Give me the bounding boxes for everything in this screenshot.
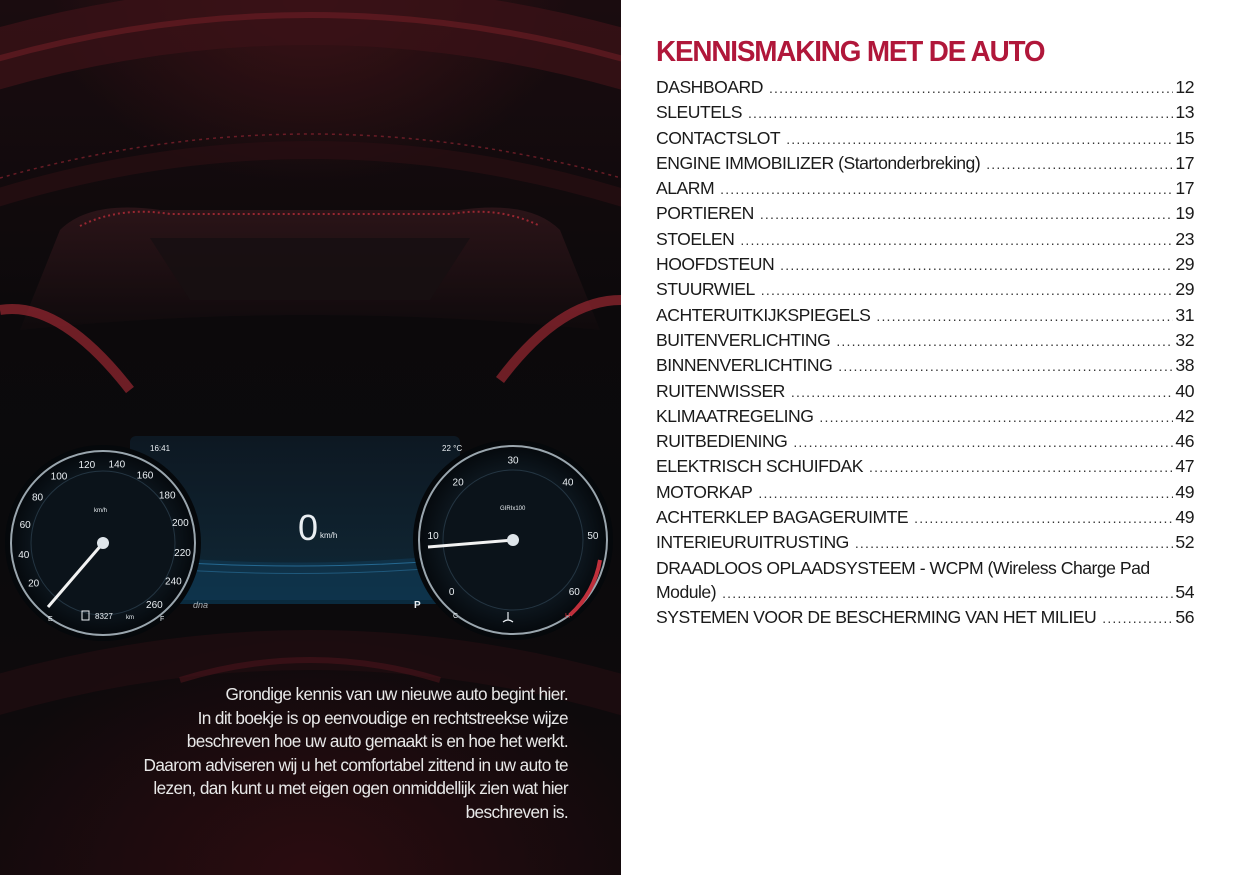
gauge-tick-label: 0 — [448, 586, 455, 598]
toc-entry-contactslot[interactable] — [656, 126, 1194, 151]
intro-line: Daarom adviseren wij u het comfortabel zittend in uw auto te — [143, 754, 568, 775]
cluster-speed-unit: km/h — [320, 531, 338, 540]
toc-entry-interieuruitrusting[interactable] — [656, 530, 1194, 555]
toc-entry-page: 49 — [1175, 481, 1194, 502]
toc-entry-label: DASHBOARD — [656, 77, 763, 97]
toc-entry-label: ENGINE IMMOBILIZER (Startonderbreking) — [656, 152, 981, 173]
dot-leader — [793, 430, 1173, 454]
dot-leader — [838, 354, 1173, 378]
toc-entry-ruitenwisser[interactable] — [656, 379, 1194, 404]
toc-entry-label: SLEUTELS — [656, 102, 742, 123]
toc-entry-page: 56 — [1175, 607, 1194, 628]
dot-leader — [722, 581, 1173, 605]
toc-entry-page: 54 — [1175, 581, 1194, 602]
gauge-tick-label: 220 — [174, 547, 191, 559]
gauge-tick-label: 40 — [18, 550, 30, 562]
gauge-tick-label: 160 — [136, 470, 154, 482]
gauge-tick-label: 20 — [452, 477, 464, 489]
dot-leader — [986, 152, 1173, 176]
dot-leader — [760, 202, 1174, 226]
toc-entry-page: 17 — [1175, 152, 1194, 173]
toc-entry-label: INTERIEURUITRUSTING — [656, 532, 849, 553]
toc-entry-draadloos-oplaadsysteem[interactable] — [656, 556, 1194, 606]
toc-entry-label: MOTORKAP — [656, 481, 753, 502]
temp-hot-label: H — [565, 613, 571, 620]
toc-entry-label: RUITBEDIENING — [656, 431, 788, 452]
dot-leader — [720, 177, 1173, 201]
toc-entry-page: 47 — [1175, 456, 1194, 477]
toc-entry-page: 29 — [1175, 279, 1194, 300]
toc-entry-label: RUITENWISSER — [656, 380, 785, 401]
toc-entry-label: SYSTEMEN VOOR DE BESCHERMING VAN HET MILIEU — [656, 607, 1097, 628]
gauge-tick-label: 120 — [78, 460, 96, 472]
toc-entry-label: ALARM — [656, 178, 715, 199]
toc-entry-label: HOOFDSTEUN — [656, 254, 775, 275]
gauge-tick-label: 260 — [146, 599, 163, 611]
toc-entry-label: PORTIEREN — [656, 203, 754, 224]
dot-leader — [836, 329, 1173, 353]
toc-entry-page: 15 — [1175, 127, 1194, 148]
toc-entry-achteruitkijkspiegels[interactable] — [656, 303, 1194, 328]
toc-entry-label: BUITENVERLICHTING — [656, 329, 831, 350]
intro-text — [68, 683, 568, 825]
toc-entry-label: DRAADLOOS OPLAADSYSTEEM - WCPM (Wireless Charge Pad — [656, 557, 1150, 578]
odometer-value: 8327 — [95, 612, 113, 621]
dot-leader — [819, 405, 1173, 429]
dot-leader — [869, 455, 1173, 479]
intro-line: beschreven is. — [465, 801, 568, 822]
toc-entry-achterklep-bagageruimte[interactable] — [656, 505, 1194, 530]
dot-leader — [748, 101, 1173, 125]
toc-entry-page: 29 — [1175, 254, 1194, 275]
section-title: KENNISMAKING MET DE AUTO — [656, 36, 1045, 68]
gauge-tick-label: 180 — [158, 490, 176, 502]
table-of-contents — [656, 36, 1194, 631]
gauge-tick-label: 80 — [31, 492, 44, 504]
toc-entry-label-continued: Module) — [656, 581, 717, 602]
toc-entry-label: STOELEN — [656, 228, 735, 249]
dot-leader — [761, 278, 1174, 302]
toc-entry-page: 32 — [1175, 329, 1194, 350]
dot-leader — [1102, 606, 1173, 630]
gauge-tick-label: 60 — [568, 586, 580, 598]
toc-entry-label: BINNENVERLICHTING — [656, 355, 833, 376]
toc-entry-elektrisch-schuifdak[interactable] — [656, 454, 1194, 479]
toc-entry-stoelen[interactable] — [656, 227, 1194, 252]
gear-indicator: P — [414, 600, 421, 611]
dot-leader — [780, 253, 1173, 277]
toc-entry-page: 13 — [1175, 102, 1194, 123]
intro-line: lezen, dan kunt u met eigen ogen onmiddellijk zien wat hier — [153, 778, 568, 799]
cluster-speed-value: 0 — [298, 507, 319, 548]
toc-entry-page: 17 — [1175, 178, 1194, 199]
dot-leader — [769, 76, 1173, 100]
toc-entry-page: 19 — [1175, 203, 1194, 224]
dot-leader — [740, 228, 1173, 252]
gauge-tick-label: 10 — [427, 530, 439, 542]
toc-entry-label: ELEKTRISCH SCHUIFDAK — [656, 456, 864, 477]
toc-entry-label: CONTACTSLOT — [656, 127, 781, 148]
toc-entry-dashboard[interactable] — [656, 75, 1194, 100]
toc-entry-label: KLIMAATREGELING — [656, 405, 814, 426]
temp-cold-label: C — [453, 613, 459, 620]
toc-entry-hoofdsteun[interactable] — [656, 252, 1194, 277]
fuel-empty-label: E — [48, 616, 53, 623]
toc-entry-page: 38 — [1175, 355, 1194, 376]
toc-entry-page: 12 — [1175, 77, 1194, 97]
dna-mode-logo: dna — [193, 600, 209, 610]
intro-line: beschreven hoe uw auto gemaakt is en hoe het werkt. — [186, 731, 568, 752]
gauge-tick-label: 40 — [562, 477, 574, 489]
gauge-tick-label: 50 — [587, 530, 599, 542]
toc-entry-label: ACHTERKLEP BAGAGERUIMTE — [656, 507, 909, 528]
toc-entry-binnenverlichting[interactable] — [656, 353, 1194, 378]
toc-entry-alarm[interactable] — [656, 176, 1194, 201]
dot-leader — [791, 380, 1174, 404]
dot-leader — [914, 506, 1173, 530]
toc-entry-portieren[interactable] — [656, 201, 1194, 226]
toc-entry-buitenverlichting[interactable] — [656, 328, 1194, 353]
toc-entry-klimaatregeling[interactable] — [656, 404, 1194, 429]
toc-entry-page: 52 — [1175, 532, 1194, 553]
toc-entry-page: 42 — [1175, 405, 1194, 426]
toc-entry-ruitbediening[interactable] — [656, 429, 1194, 454]
toc-entry-label: ACHTERUITKIJKSPIEGELS — [656, 304, 871, 325]
toc-entry-stuurwiel[interactable] — [656, 277, 1194, 302]
intro-line: In dit boekje is op eenvoudige en rechtstreekse wijze — [197, 707, 568, 728]
gauge-tick-label: 200 — [171, 517, 189, 529]
intro-line: Grondige kennis van uw nieuwe auto begint hier. — [225, 684, 568, 704]
cluster-clock: 16:41 — [150, 444, 171, 453]
gauge-tick-label: 60 — [19, 520, 31, 532]
toc-entry-page: 23 — [1175, 228, 1194, 249]
gauge-tick-label: 240 — [165, 576, 182, 588]
toc-entry-page: 46 — [1175, 431, 1194, 452]
cluster-temperature: 22 °C — [442, 444, 463, 453]
gauge-tick-label: 100 — [50, 471, 68, 483]
toc-entry-page: 49 — [1175, 507, 1194, 528]
toc-entry-page: 40 — [1175, 380, 1194, 401]
speedometer-unit: km/h — [94, 508, 108, 514]
gauge-tick-label: 30 — [507, 455, 519, 467]
gauge-tick-label: 140 — [108, 459, 126, 471]
tachometer-unit: GIRIx100 — [500, 506, 526, 512]
toc-entry-engine-immobilizer[interactable] — [656, 151, 1194, 176]
toc-entry-motorkap[interactable] — [656, 480, 1194, 505]
dot-leader — [758, 481, 1173, 505]
toc-entry-systemen-milieu[interactable] — [656, 605, 1194, 630]
dot-leader — [855, 531, 1174, 555]
toc-entry-sleutels[interactable] — [656, 100, 1194, 125]
fuel-full-label: F — [160, 616, 165, 623]
dot-leader — [876, 304, 1173, 328]
dot-leader — [786, 127, 1173, 151]
odometer-unit: km — [126, 615, 134, 621]
toc-list — [656, 75, 1194, 631]
toc-entry-label: STUURWIEL — [656, 279, 755, 300]
toc-entry-page: 31 — [1175, 304, 1194, 325]
gauge-tick-label: 20 — [28, 578, 40, 590]
